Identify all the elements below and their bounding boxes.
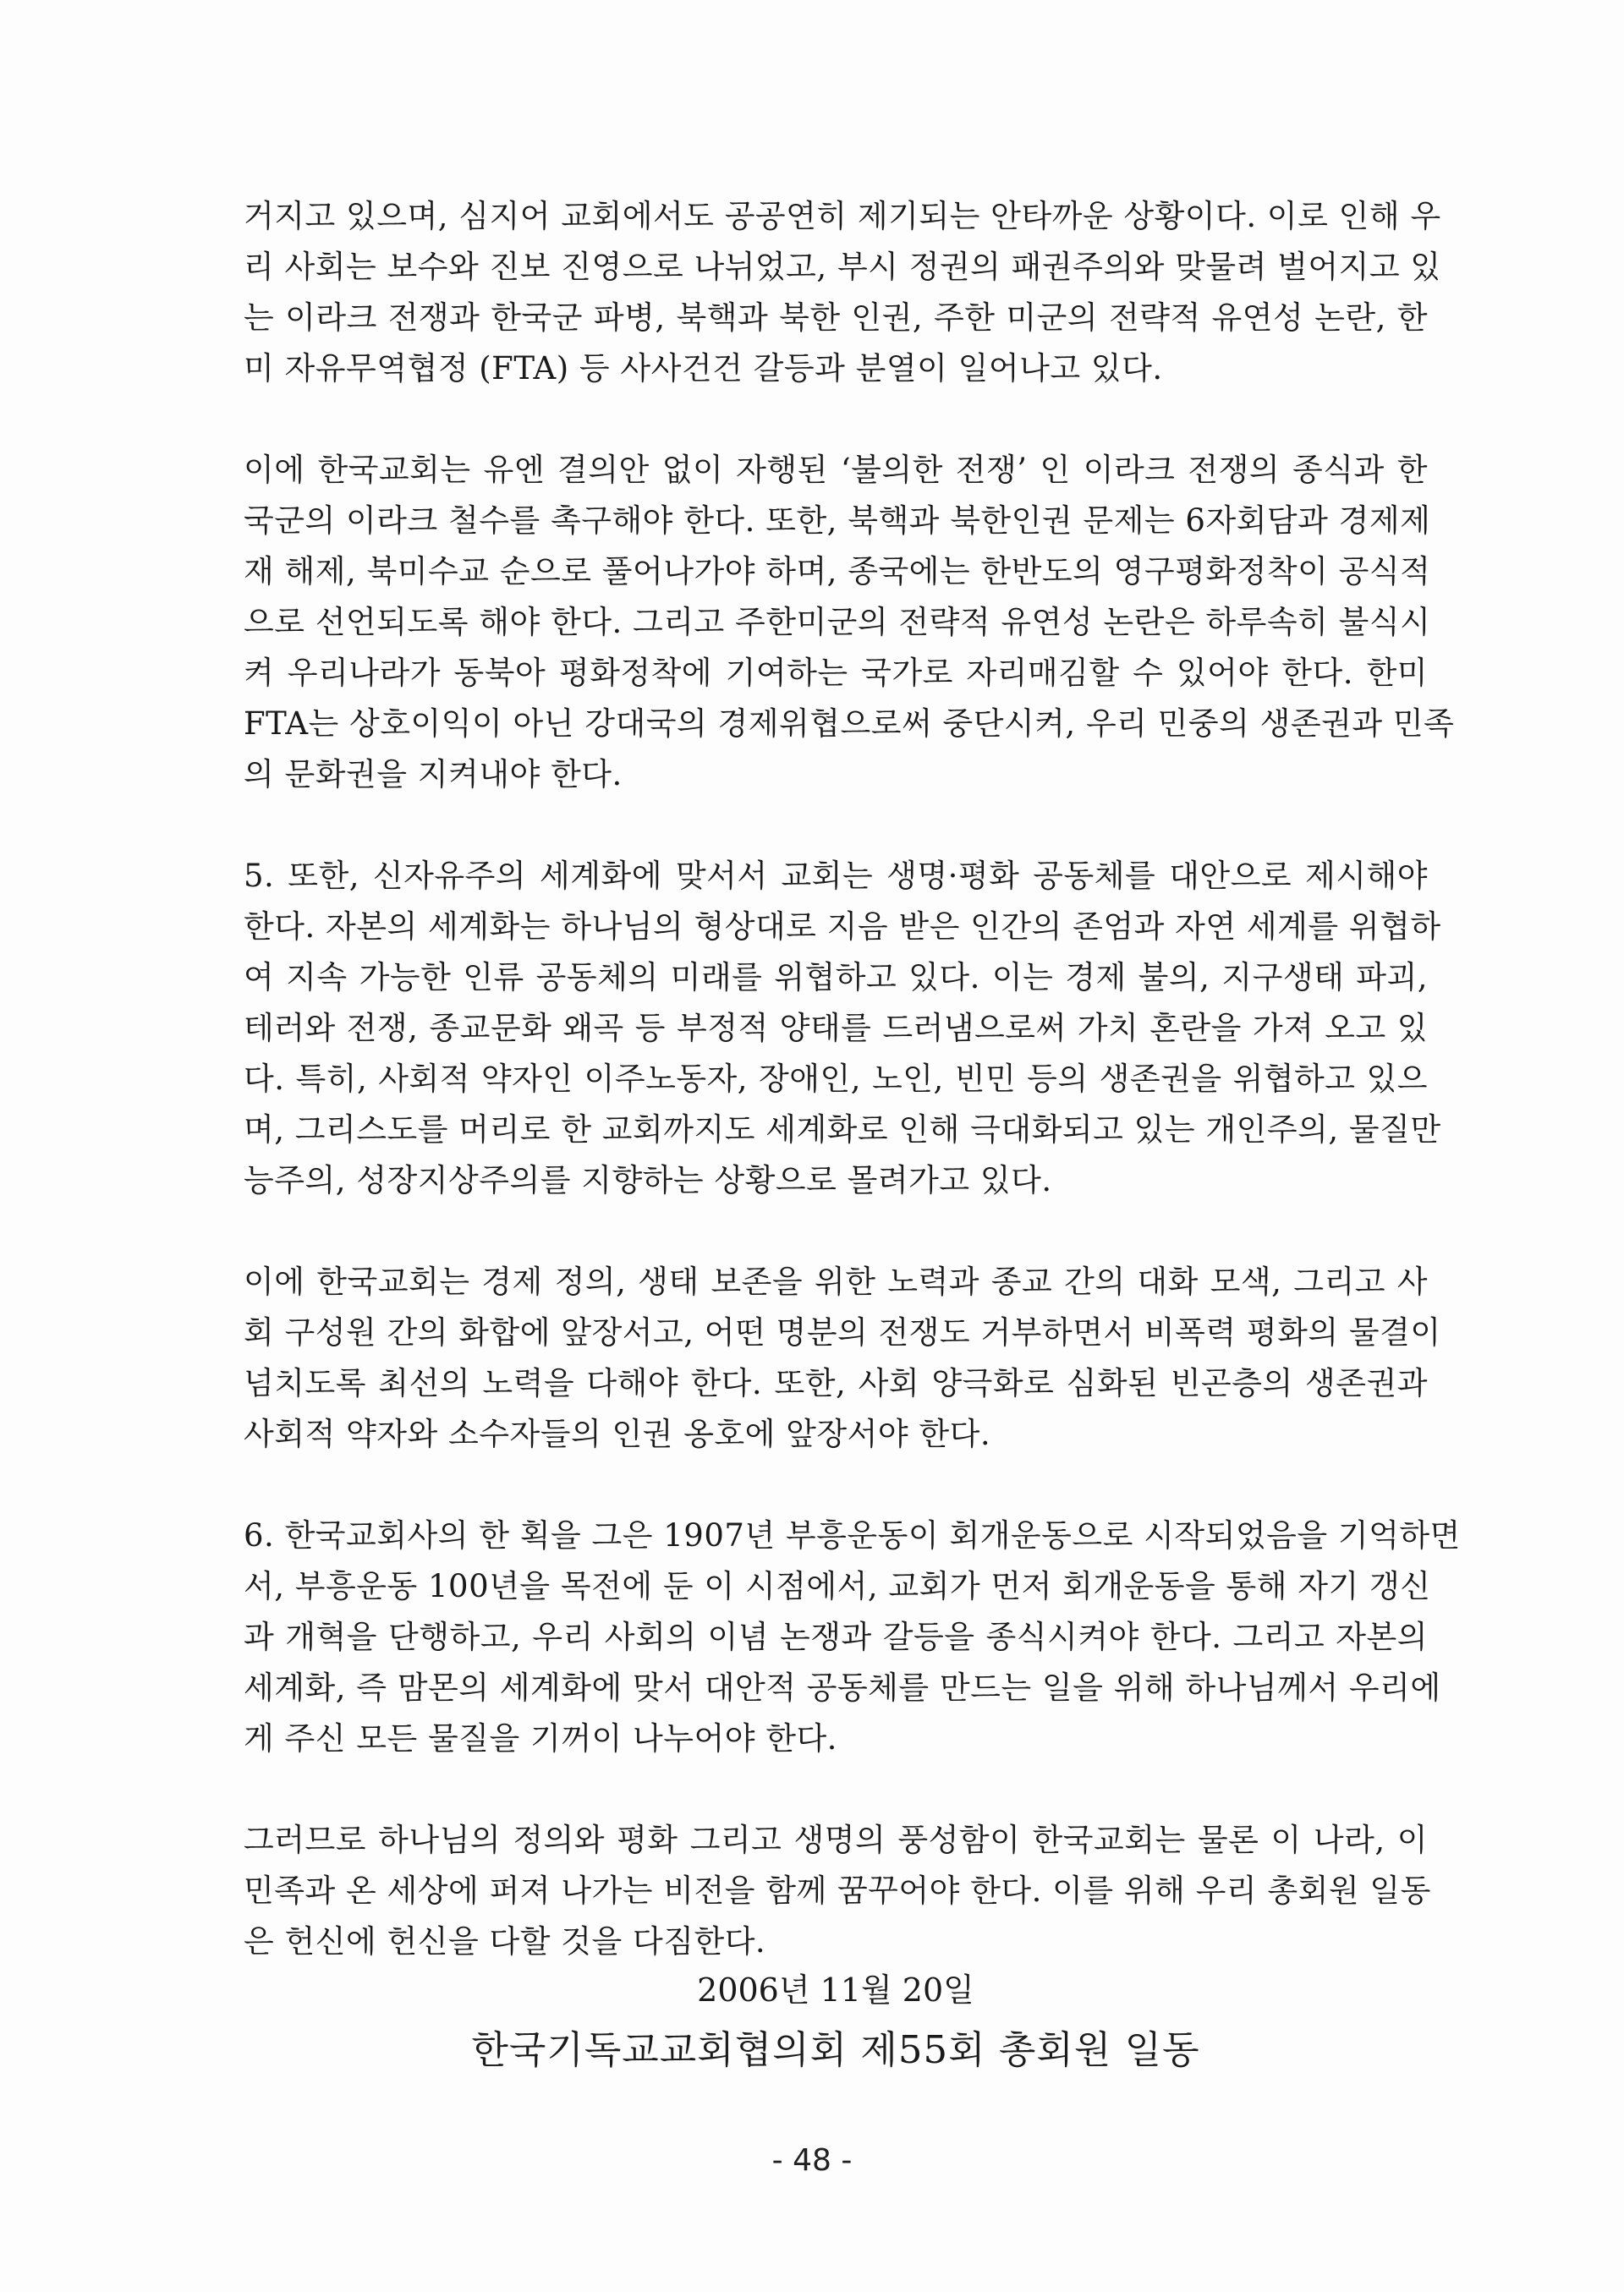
- text-line: FTA는 상호이익이 아닌 강대국의 경제위협으로써 중단시켜, 우리 민중의 생존권과 민족: [244, 705, 1455, 742]
- paragraph-6: [244, 1815, 1431, 1967]
- text-line: 며, 그리스도를 머리로 한 교회까지도 세계화로 인해 극대화되고 있는 개인주의, 물질만: [244, 1111, 1441, 1148]
- text-line: 는 이라크 전쟁과 한국군 파병, 북핵과 북한 인권, 주한 미군의 전략적 유연성 논란, 한: [244, 299, 1428, 336]
- text-line: 의 문화권을 지켜내야 한다.: [244, 756, 623, 792]
- text-line: 그러므로 하나님의 정의와 평화 그리고 생명의 풍성함이 한국교회는 물론 이 나라, 이: [244, 1822, 1428, 1858]
- text-line: 한다. 자본의 세계화는 하나님의 형상대로 지음 받은 인간의 존엄과 자연 세계를 위협하: [244, 908, 1441, 945]
- text-line: 능주의, 성장지상주의를 지향하는 상황으로 몰려가고 있다.: [244, 1162, 1052, 1198]
- text-line: 은 헌신에 헌신을 다할 것을 다짐한다.: [244, 1923, 766, 1960]
- text-line: 6. 한국교회사의 한 획을 그은 1907년 부흥운동이 회개운동으로 시작되었음을 기억하면: [244, 1517, 1461, 1554]
- document-body: [244, 191, 1461, 2018]
- text-line: 서, 부흥운동 100년을 목전에 둔 이 시점에서, 교회가 먼저 회개운동을 통해 자기 갱신: [244, 1568, 1431, 1604]
- text-line: 으로 선언되도록 해야 한다. 그리고 주한미군의 전략적 유연성 논란은 하루속히 불식시: [244, 604, 1431, 640]
- text-line: 게 주신 모든 물질을 기꺼이 나누어야 한다.: [244, 1720, 837, 1757]
- text-line: 국군의 이라크 철수를 촉구해야 한다. 또한, 북핵과 북한인권 문제는 6자회담과 경제제: [244, 502, 1431, 539]
- text-line: 민족과 온 세상에 퍼져 나가는 비전을 함께 꿈꾸어야 한다. 이를 위해 우리 총회원 일동: [244, 1873, 1431, 1909]
- text-line: 미 자유무역협정 (FTA) 등 사사건건 갈등과 분열이 일어나고 있다.: [244, 350, 1163, 387]
- text-line: 재 해제, 북미수교 순으로 풀어나가야 하며, 종국에는 한반도의 영구평화정착이 공식적: [244, 553, 1431, 589]
- text-line: 켜 우리나라가 동북아 평화정착에 기여하는 국가로 자리매김할 수 있어야 한다. 한미: [244, 655, 1428, 691]
- text-line: 5. 또한, 신자유주의 세계화에 맞서서 교회는 생명·평화 공동체를 대안으로 제시해야: [244, 858, 1428, 894]
- text-line: 거지고 있으며, 심지어 교회에서도 공공연히 제기되는 안타까운 상황이다. 이로 인해 우: [244, 198, 1441, 234]
- paragraph-4: [244, 1257, 1441, 1460]
- signature-date: 2006년 11월 20일: [697, 1971, 974, 2009]
- text-line: 다. 특히, 사회적 약자인 이주노동자, 장애인, 노인, 빈민 등의 생존권을 위협하고 있으: [244, 1061, 1428, 1097]
- page-number: - 48 -: [771, 2143, 853, 2178]
- text-line: 과 개혁을 단행하고, 우리 사회의 이념 논쟁과 갈등을 종식시켜야 한다. 그리고 자본의: [244, 1619, 1428, 1655]
- paragraph-5: [244, 1511, 1461, 1764]
- text-line: 리 사회는 보수와 진보 진영으로 나뉘었고, 부시 정권의 패권주의와 맞물려 벌어지고 있: [244, 249, 1441, 285]
- paragraph-2: [244, 445, 1455, 800]
- text-line: 이에 한국교회는 경제 정의, 생태 보존을 위한 노력과 종교 간의 대화 모색, 그리고 사: [244, 1264, 1428, 1300]
- text-line: 회 구성원 간의 화합에 앞장서고, 어떤 명분의 전쟁도 거부하면서 비폭력 평화의 물결이: [244, 1314, 1441, 1351]
- text-line: 넘치도록 최선의 노력을 다해야 한다. 또한, 사회 양극화로 심화된 빈곤층의 생존권과: [244, 1365, 1428, 1401]
- paragraph-3: [244, 851, 1441, 1206]
- text-line: 이에 한국교회는 유엔 결의안 없이 자행된 ‘불의한 전쟁’ 인 이라크 전쟁의 종식과 한: [244, 452, 1428, 488]
- text-line: 테러와 전쟁, 종교문화 왜곡 등 부정적 양태를 드러냄으로써 가치 혼란을 가져 오고 있: [244, 1010, 1428, 1046]
- text-line: 세계화, 즉 맘몬의 세계화에 맞서 대안적 공동체를 만드는 일을 위해 하나님께서 우리에: [244, 1670, 1441, 1706]
- paragraph-1: [244, 191, 1441, 394]
- signature-organization: 한국기독교교회협의회 제55회 총회원 일동: [471, 2027, 1200, 2072]
- text-line: 여 지속 가능한 인류 공동체의 미래를 위협하고 있다. 이는 경제 불의, 지구생태 파괴,: [244, 959, 1428, 995]
- text-line: 사회적 약자와 소수자들의 인권 옹호에 앞장서야 한다.: [244, 1416, 991, 1452]
